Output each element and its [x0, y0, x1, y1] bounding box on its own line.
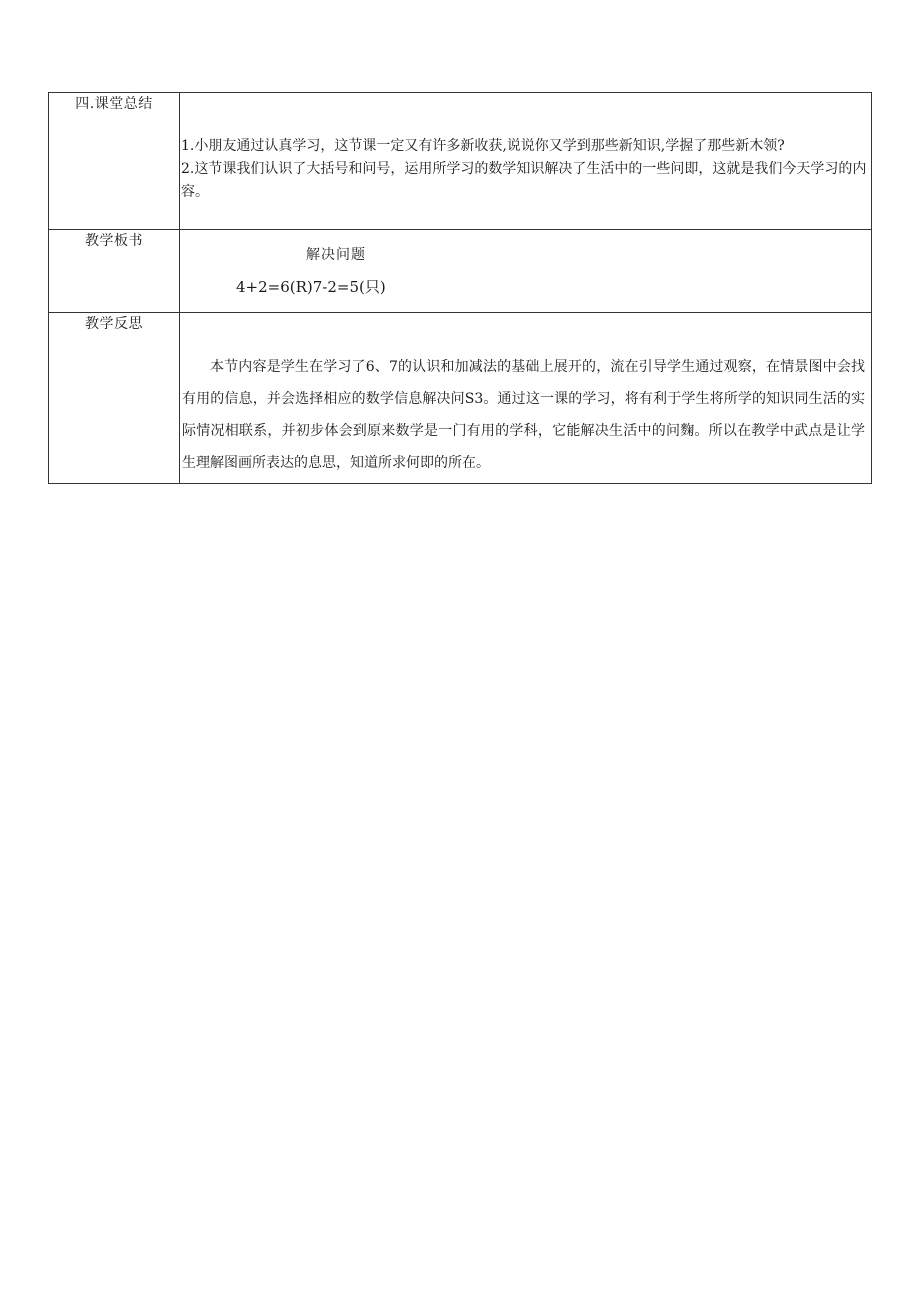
reflection-label: 教学反思	[49, 313, 180, 484]
board-title: 解决问题	[306, 247, 366, 263]
lesson-plan-table	[48, 92, 872, 484]
reflection-row	[49, 313, 872, 484]
summary-line-1: 1.小朋友通过认真学习，这节课一定又有许多新收获,说说你又学到那些新知识,学握了那些新木领?	[181, 138, 785, 154]
reflection-content	[180, 313, 871, 479]
summary-row	[49, 93, 872, 230]
summary-content	[180, 93, 871, 204]
summary-label: 四.课堂总结	[49, 93, 180, 230]
board-label: 教学板书	[49, 230, 180, 313]
summary-line-2: 2.这节课我们认识了大括号和问号，运用所学习的数学知识解决了生活中的一些问即，这就是我们今天学习的内容。	[181, 161, 867, 200]
reflection-cell	[180, 313, 872, 484]
board-content	[180, 230, 871, 312]
board-cell	[180, 230, 872, 313]
board-equation: 4+2=6(R)7-2=5(只)	[236, 278, 386, 296]
reflection-text: 本节内容是学生在学习了6、7的认识和加减法的基础上展开的，流在引导学生通过观察，在情景图中会找有用的信息，并会选择相应的数学信息解决问S3。通过这一课的学习，将有利于学生将所学的知识同生活的实际情况相联系，并初步体会到原来数学是一门有用的学科，它能解决生活中的问麴。所以在教学中武点是让学生理解图画所表达的息思，知道所求何即的所在。	[182, 359, 865, 471]
board-row	[49, 230, 872, 313]
summary-cell	[180, 93, 872, 230]
